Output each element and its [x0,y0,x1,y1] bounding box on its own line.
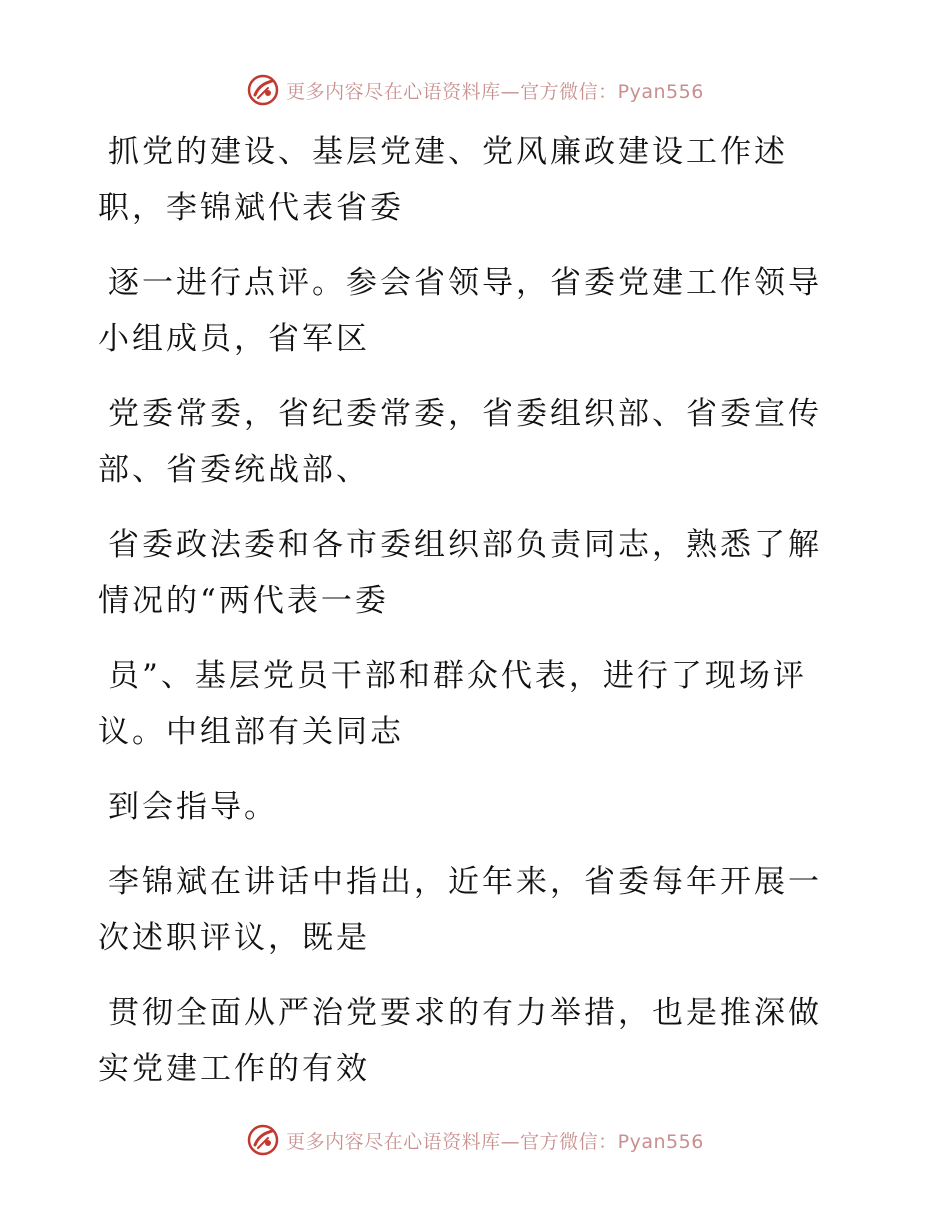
banner-text: 更多内容尽在心语资料库—官方微信：Pyan556 [286,1130,704,1153]
footer-banner [0,1120,950,1160]
text-line: 职，李锦斌代表省委 [98,190,404,226]
text-line: 省委政法委和各市委组织部负责同志，熟悉了解 [108,527,822,563]
paragraph [98,386,838,498]
seal-logo-icon [246,73,280,107]
seal-logo-icon [246,1123,280,1157]
paragraph [98,854,838,966]
text-line: 党委常委，省纪委常委，省委组织部、省委宣传 [108,396,822,432]
document-body [98,124,838,1116]
text-line: 次述职评议，既是 [98,920,370,956]
text-line: 员”、基层党员干部和群众代表，进行了现场评 [108,658,807,694]
paragraph [98,255,838,367]
text-line: 议。中组部有关同志 [98,714,404,750]
paragraph [98,985,838,1097]
text-line: 抓党的建设、基层党建、党风廉政建设工作述 [108,134,788,170]
text-line: 小组成员，省军区 [98,321,370,357]
header-banner [0,70,950,110]
text-line: 到会指导。 [108,789,278,825]
banner-text: 更多内容尽在心语资料库—官方微信：Pyan556 [286,80,704,103]
paragraph [98,648,838,760]
text-line: 李锦斌在讲话中指出，近年来，省委每年开展一 [108,864,822,900]
text-line: 实党建工作的有效 [98,1051,370,1087]
text-line: 部、省委统战部、 [98,452,370,488]
paragraph [98,517,838,629]
text-line: 贯彻全面从严治党要求的有力举措，也是推深做 [108,995,822,1031]
text-line: 情况的“两代表一委 [98,583,389,619]
text-line: 逐一进行点评。参会省领导，省委党建工作领导 [108,265,822,301]
paragraph [98,124,838,236]
paragraph [98,779,838,835]
